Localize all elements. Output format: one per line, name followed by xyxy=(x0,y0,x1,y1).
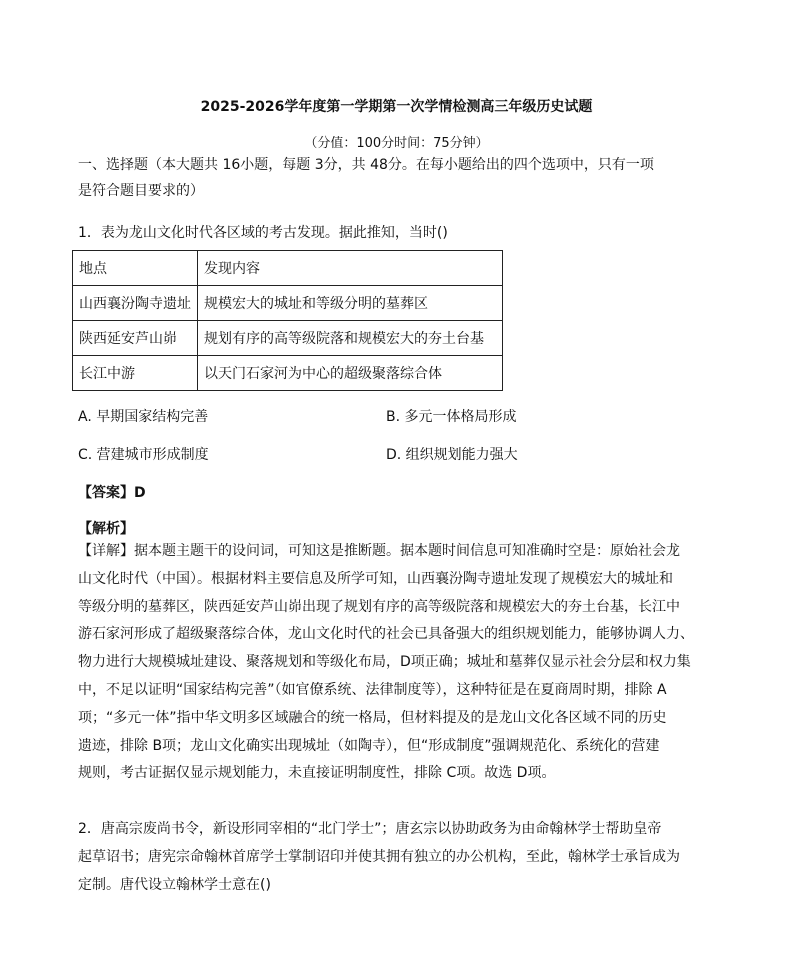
analysis-paragraph xyxy=(78,538,718,788)
question-2-line: 起草诏书；唐宪宗命翰林首席学士掌制诏印并使其拥有独立的办公机构，至此，翰林学士承旨成为 xyxy=(78,848,680,865)
question-2-line: 2．唐高宗废尚书令，新设形同宰相的“北门学士”；唐玄宗以协助政务为由命翰林学士帮助皇帝 xyxy=(78,821,662,837)
exam-title: 2025-2026学年度第一学期第一次学情检测高三年级历史试题 xyxy=(200,99,593,115)
analysis-line: 遗迹，排除 B项；龙山文化确实出现城址（如陶寺），但“形成制度”强调规范化、系统化的营建 xyxy=(78,737,660,754)
table-header-row xyxy=(73,251,503,286)
section-heading-line2: 是符合题目要求的） xyxy=(78,183,204,199)
table-cell: 长江中游 xyxy=(73,356,198,391)
analysis-line: 【详解】据本题主题干的设问词，可知这是推断题。据本题时间信息可知准确时空是：原始社会龙 xyxy=(78,543,680,559)
option-d: D. 组织规划能力强大 xyxy=(386,447,518,463)
table-header-cell: 地点 xyxy=(73,251,198,286)
question-2 xyxy=(78,816,728,899)
option-b: B. 多元一体格局形成 xyxy=(386,409,517,425)
analysis-line: 中，不足以证明“国家结构完善”（如官僚系统、法律制度等），这种特征是在夏商周时期，排除 A xyxy=(78,681,667,698)
analysis-line: 物力进行大规模城址建设、聚落规划和等级化布局，D项正确；城址和墓葬仅显示社会分层和权力集 xyxy=(78,654,691,671)
table-cell: 山西襄汾陶寺遗址 xyxy=(73,286,198,321)
table-cell: 规划有序的高等级院落和规模宏大的夯土台基 xyxy=(198,321,503,356)
section-heading-line1: 一、选择题（本大题共 16小题，每题 3分，共 48分。在每小题给出的四个选项中，只有一项 xyxy=(78,157,654,173)
option-c: C. 营建城市形成制度 xyxy=(78,447,209,463)
analysis-line: 规则，考古证据仅显示规划能力，未直接证明制度性，排除 C项。故选 D项。 xyxy=(78,765,556,782)
question-1-table xyxy=(72,250,503,391)
analysis-line: 山文化时代（中国）。根据材料主要信息及所学可知，山西襄汾陶寺遗址发现了规模宏大的城址和 xyxy=(78,570,673,587)
option-a: A. 早期国家结构完善 xyxy=(78,409,209,425)
table-row xyxy=(73,286,503,321)
table-cell: 规模宏大的城址和等级分明的墓葬区 xyxy=(198,286,503,321)
table-row xyxy=(73,321,503,356)
analysis-line: 游石家河形成了超级聚落综合体，龙山文化时代的社会已具备强大的组织规划能力，能够协调人力、 xyxy=(78,626,694,643)
table-row xyxy=(73,356,503,391)
analysis-line: 项；“多元一体”指中华文明多区域融合的统一格局，但材料提及的是龙山文化各区域不同的历史 xyxy=(78,709,667,726)
answer-label: 【答案】D xyxy=(78,485,146,501)
table-cell: 陕西延安芦山峁 xyxy=(73,321,198,356)
analysis-label: 【解析】 xyxy=(78,521,134,537)
analysis-line: 等级分明的墓葬区，陕西延安芦山峁出现了规划有序的高等级院落和规模宏大的夯土台基，长江中 xyxy=(78,598,680,615)
table-cell: 以天门石家河为中心的超级聚落综合体 xyxy=(198,356,503,391)
question-1-stem: 1．表为龙山文化时代各区域的考古发现。据此推知，当时() xyxy=(78,225,448,241)
question-2-line: 定制。唐代设立翰林学士意在() xyxy=(78,876,271,893)
table-header-cell: 发现内容 xyxy=(198,251,503,286)
score-time: （分值：100分时间：75分钟） xyxy=(304,136,489,151)
